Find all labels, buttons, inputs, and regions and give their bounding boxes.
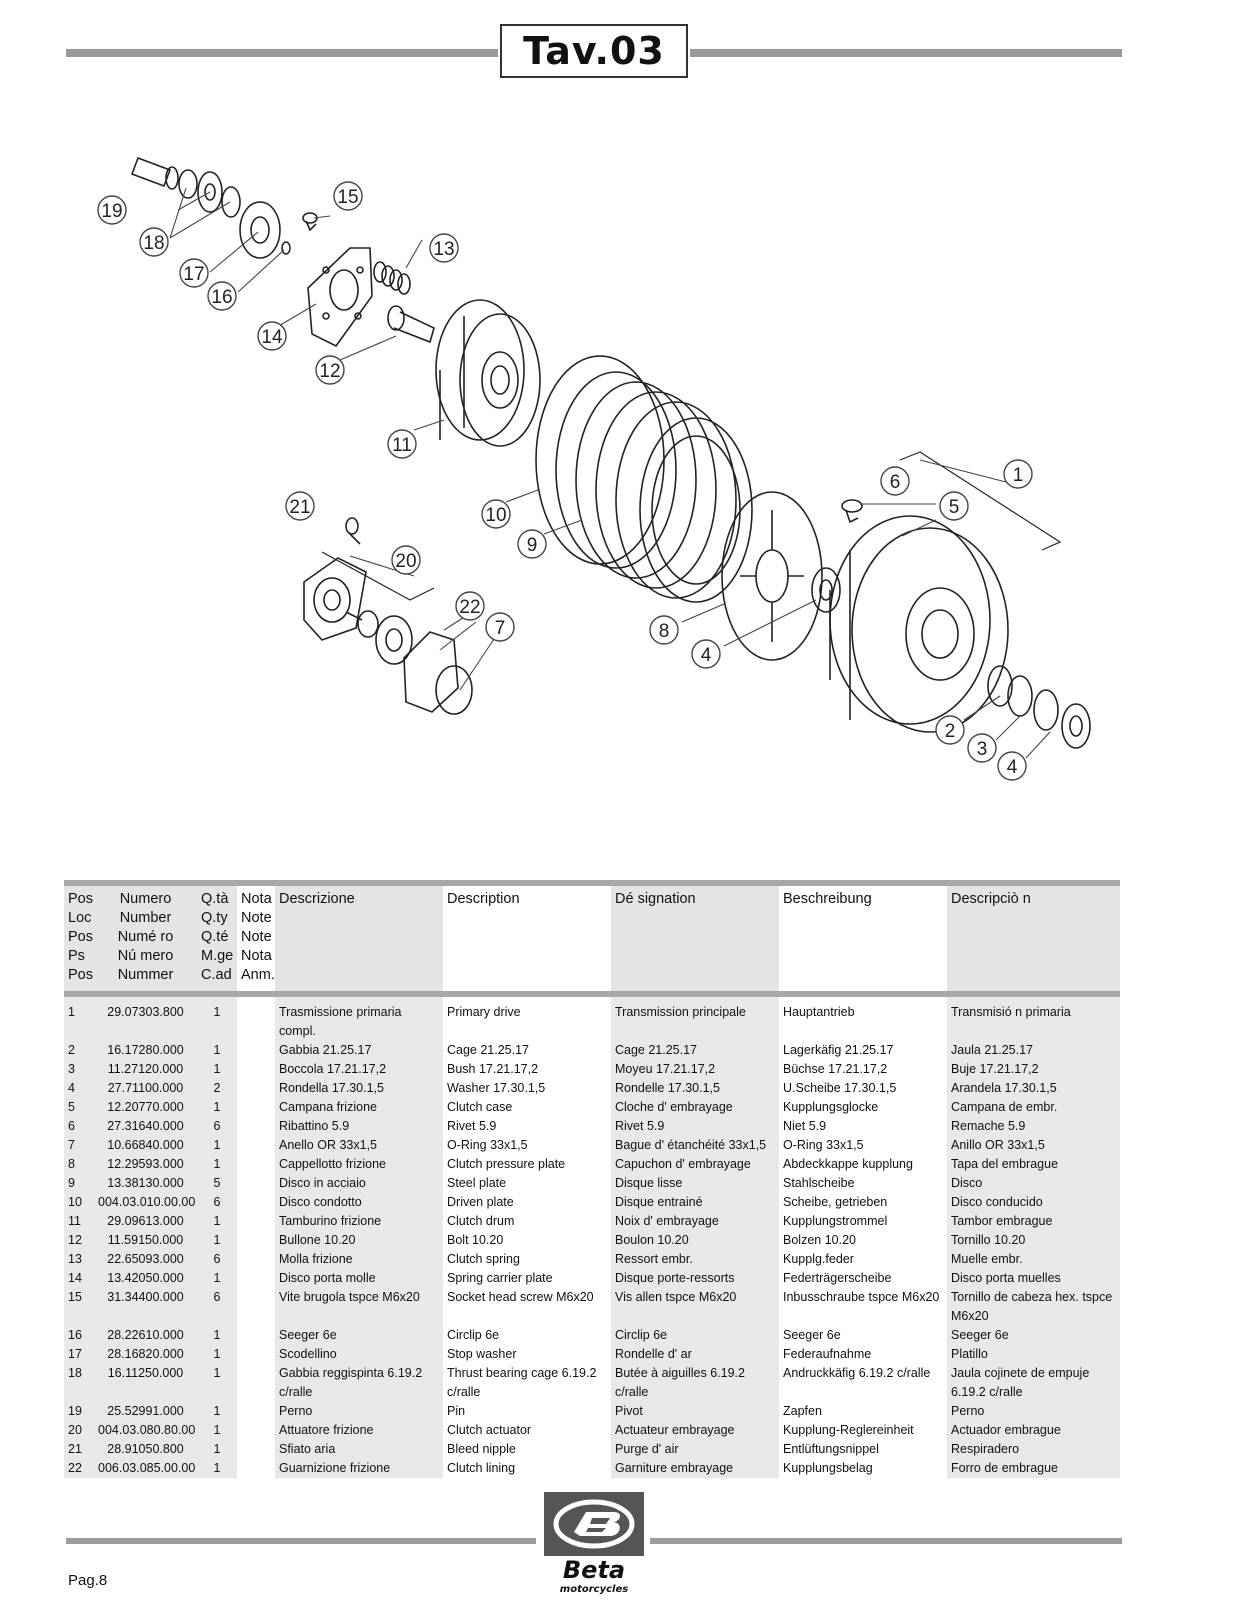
cell-descrizione: Vite brugola tspce M6x20 xyxy=(275,1288,443,1326)
cell-description: Clutch case xyxy=(443,1098,611,1117)
cell-pos: 14 xyxy=(64,1269,94,1288)
cell-designation: Noix d' embrayage xyxy=(611,1212,779,1231)
part-clutch-case-drawing xyxy=(830,516,1008,732)
cell-pos: 9 xyxy=(64,1174,94,1193)
cell-descrizione: Scodellino xyxy=(275,1345,443,1364)
cell-qty: 1 xyxy=(197,1136,237,1155)
logo-subtext: motorcycles xyxy=(559,1584,629,1595)
cell-qty: 1 xyxy=(197,1060,237,1079)
cell-descrizione: Bullone 10.20 xyxy=(275,1231,443,1250)
cell-description: Clutch drum xyxy=(443,1212,611,1231)
cell-qty: 1 xyxy=(197,1440,237,1459)
cell-pos: 4 xyxy=(64,1079,94,1098)
table-row xyxy=(64,1288,1120,1326)
col-header-numero: Numero Number Numé ro Nú mero Nummer xyxy=(94,886,197,994)
cell-pos: 6 xyxy=(64,1117,94,1136)
callout-13: 13 xyxy=(433,239,455,260)
cell-numero: 29.07303.800 xyxy=(94,994,197,1041)
cell-designation: Capuchon d' embrayage xyxy=(611,1155,779,1174)
table-row xyxy=(64,1136,1120,1155)
cell-description: Socket head screw M6x20 xyxy=(443,1288,611,1326)
part-clutch-drum-drawing xyxy=(436,300,540,446)
col-header-qty: Q.tà Q.ty Q.té M.ge C.ad xyxy=(197,886,237,994)
cell-nota xyxy=(237,1402,275,1421)
cell-description: Rivet 5.9 xyxy=(443,1117,611,1136)
cell-pos: 12 xyxy=(64,1231,94,1250)
cell-nota xyxy=(237,994,275,1041)
cell-designation: Cage 21.25.17 xyxy=(611,1041,779,1060)
cell-description: Driven plate xyxy=(443,1193,611,1212)
part-spring-drawing xyxy=(374,262,410,294)
cell-designation: Actuateur embrayage xyxy=(611,1421,779,1440)
cell-qty: 1 xyxy=(197,1269,237,1288)
cell-beschreibung: Federträgerscheibe xyxy=(779,1269,947,1288)
callout-10: 10 xyxy=(485,505,507,526)
cell-beschreibung: U.Scheibe 17.30.1,5 xyxy=(779,1079,947,1098)
cell-beschreibung: Andruckkäfig 6.19.2 c/ralle xyxy=(779,1364,947,1402)
cell-qty: 1 xyxy=(197,1231,237,1250)
cell-descripcion: Tornillo de cabeza hex. tspce M6x20 xyxy=(947,1288,1120,1326)
col-header-descrizione: Descrizione xyxy=(275,886,443,994)
cell-qty: 1 xyxy=(197,1459,237,1478)
cell-beschreibung: Federaufnahme xyxy=(779,1345,947,1364)
cell-descrizione: Trasmissione primaria compl. xyxy=(275,994,443,1041)
cell-designation: Rivet 5.9 xyxy=(611,1117,779,1136)
cell-descripcion: Transmisió n primaria xyxy=(947,994,1120,1041)
callout-16: 16 xyxy=(211,287,233,308)
cell-qty: 1 xyxy=(197,1098,237,1117)
cell-qty: 6 xyxy=(197,1250,237,1269)
cell-numero: 28.16820.000 xyxy=(94,1345,197,1364)
cell-nota xyxy=(237,1174,275,1193)
cell-descrizione: Seeger 6e xyxy=(275,1326,443,1345)
cell-qty: 1 xyxy=(197,1155,237,1174)
cell-descripcion: Platillo xyxy=(947,1345,1120,1364)
cell-designation: Circlip 6e xyxy=(611,1326,779,1345)
part-pin-drawing xyxy=(132,158,178,189)
cell-description: Clutch spring xyxy=(443,1250,611,1269)
cell-qty: 6 xyxy=(197,1117,237,1136)
cell-nota xyxy=(237,1060,275,1079)
table-row xyxy=(64,1079,1120,1098)
table-row xyxy=(64,1345,1120,1364)
cell-descripcion: Tambor embrague xyxy=(947,1212,1120,1231)
cell-descripcion: Disco porta muelles xyxy=(947,1269,1120,1288)
cell-beschreibung: Kupplg.feder xyxy=(779,1250,947,1269)
cell-descripcion: Actuador embrague xyxy=(947,1421,1120,1440)
callout-2: 2 xyxy=(944,721,956,742)
cell-description: Spring carrier plate xyxy=(443,1269,611,1288)
cell-descrizione: Disco condotto xyxy=(275,1193,443,1212)
cell-descripcion: Jaula 21.25.17 xyxy=(947,1041,1120,1060)
part-cage-bush-washer-drawing xyxy=(988,666,1090,748)
cell-nota xyxy=(237,1269,275,1288)
cell-pos: 2 xyxy=(64,1041,94,1060)
parts-table xyxy=(64,886,1120,1478)
part-washer-drawing xyxy=(812,568,840,612)
col-header-description: Description xyxy=(443,886,611,994)
cell-pos: 10 xyxy=(64,1193,94,1212)
table-row xyxy=(64,1212,1120,1231)
part-disc-pack-drawing xyxy=(536,356,752,602)
cell-descrizione: Attuatore frizione xyxy=(275,1421,443,1440)
cell-numero: 004.03.080.80.00 xyxy=(94,1421,197,1440)
cell-descripcion: Forro de embrague xyxy=(947,1459,1120,1478)
cell-descripcion: Jaula cojinete de empuje 6.19.2 c/ralle xyxy=(947,1364,1120,1402)
cell-description: Circlip 6e xyxy=(443,1326,611,1345)
cell-nota xyxy=(237,1079,275,1098)
callout-14: 14 xyxy=(261,327,283,348)
page-number: Pag.8 xyxy=(68,1572,108,1589)
cell-nota xyxy=(237,1345,275,1364)
cell-descripcion: Remache 5.9 xyxy=(947,1117,1120,1136)
exploded-parts-diagram xyxy=(60,120,1120,820)
cell-nota xyxy=(237,1098,275,1117)
callout-17: 17 xyxy=(183,264,205,285)
footer-rule-right xyxy=(650,1538,1122,1544)
cell-pos: 8 xyxy=(64,1155,94,1174)
cell-beschreibung: Büchse 17.21.17,2 xyxy=(779,1060,947,1079)
callout-19: 19 xyxy=(101,201,123,222)
table-row xyxy=(64,1402,1120,1421)
logo-text: Beta xyxy=(562,1556,626,1584)
cell-designation: Purge d' air xyxy=(611,1440,779,1459)
cell-pos: 1 xyxy=(64,994,94,1041)
cell-descripcion: Respiradero xyxy=(947,1440,1120,1459)
cell-designation: Bague d' étanchéité 33x1,5 xyxy=(611,1136,779,1155)
cell-pos: 11 xyxy=(64,1212,94,1231)
callout-5: 5 xyxy=(948,497,960,518)
cell-pos: 22 xyxy=(64,1459,94,1478)
callout-20: 20 xyxy=(395,551,417,572)
cell-beschreibung: Kupplungsbelag xyxy=(779,1459,947,1478)
cell-nota xyxy=(237,1193,275,1212)
cell-designation: Garniture embrayage xyxy=(611,1459,779,1478)
table-row xyxy=(64,1174,1120,1193)
callout-8: 8 xyxy=(658,621,670,642)
cell-qty: 1 xyxy=(197,1041,237,1060)
cell-numero: 31.34400.000 xyxy=(94,1288,197,1326)
cell-qty: 1 xyxy=(197,1345,237,1364)
cell-description: Bush 17.21.17,2 xyxy=(443,1060,611,1079)
cell-pos: 19 xyxy=(64,1402,94,1421)
cell-beschreibung: Abdeckkappe kupplung xyxy=(779,1155,947,1174)
cell-numero: 28.22610.000 xyxy=(94,1326,197,1345)
cell-numero: 12.20770.000 xyxy=(94,1098,197,1117)
cell-designation: Pivot xyxy=(611,1402,779,1421)
cell-designation: Boulon 10.20 xyxy=(611,1231,779,1250)
page-title: Tav.03 xyxy=(500,24,688,78)
cell-qty: 1 xyxy=(197,1421,237,1440)
cell-numero: 13.38130.000 xyxy=(94,1174,197,1193)
cell-beschreibung: Niet 5.9 xyxy=(779,1117,947,1136)
table-row xyxy=(64,1098,1120,1117)
cell-descrizione: Boccola 17.21.17,2 xyxy=(275,1060,443,1079)
footer-rule-left xyxy=(66,1538,536,1544)
cell-descripcion: Tapa del embrague xyxy=(947,1155,1120,1174)
cell-beschreibung: Entlüftungsnippel xyxy=(779,1440,947,1459)
callout-4-end: 4 xyxy=(1006,757,1018,778)
cell-designation: Cloche d' embrayage xyxy=(611,1098,779,1117)
callout-18: 18 xyxy=(143,233,165,254)
cell-descripcion: Muelle embr. xyxy=(947,1250,1120,1269)
cell-numero: 12.29593.000 xyxy=(94,1155,197,1174)
part-circlip-drawing xyxy=(282,242,290,254)
cell-pos: 20 xyxy=(64,1421,94,1440)
cell-descrizione: Gabbia 21.25.17 xyxy=(275,1041,443,1060)
cell-descrizione: Cappellotto frizione xyxy=(275,1155,443,1174)
cell-descrizione: Guarnizione frizione xyxy=(275,1459,443,1478)
table-row xyxy=(64,1117,1120,1136)
part-stop-washer-drawing xyxy=(240,202,280,258)
cell-pos: 18 xyxy=(64,1364,94,1402)
cell-descrizione: Gabbia reggispinta 6.19.2 c/ralle xyxy=(275,1364,443,1402)
cell-numero: 27.31640.000 xyxy=(94,1117,197,1136)
cell-descrizione: Campana frizione xyxy=(275,1098,443,1117)
cell-numero: 25.52991.000 xyxy=(94,1402,197,1421)
col-header-nota: Nota Note Note Nota Anm. xyxy=(237,886,275,994)
cell-numero: 28.91050.800 xyxy=(94,1440,197,1459)
cell-designation: Disque lisse xyxy=(611,1174,779,1193)
cell-nota xyxy=(237,1288,275,1326)
cell-qty: 1 xyxy=(197,1212,237,1231)
cell-beschreibung: Lagerkäfig 21.25.17 xyxy=(779,1041,947,1060)
table-row xyxy=(64,1269,1120,1288)
cell-descripcion: Tornillo 10.20 xyxy=(947,1231,1120,1250)
col-header-designation: Dé signation xyxy=(611,886,779,994)
cell-designation: Transmission principale xyxy=(611,994,779,1041)
callout-1: 1 xyxy=(1012,465,1024,486)
cell-nota xyxy=(237,1117,275,1136)
cell-description: Thrust bearing cage 6.19.2 c/ralle xyxy=(443,1364,611,1402)
cell-beschreibung: Zapfen xyxy=(779,1402,947,1421)
cell-qty: 6 xyxy=(197,1193,237,1212)
part-thrust-bearing-drawing xyxy=(179,170,240,217)
cell-nota xyxy=(237,1231,275,1250)
part-rivet-drawing xyxy=(842,500,862,522)
header-rule-left xyxy=(66,49,498,57)
cell-pos: 7 xyxy=(64,1136,94,1155)
table-row xyxy=(64,1060,1120,1079)
cell-pos: 16 xyxy=(64,1326,94,1345)
cell-beschreibung: Scheibe, getrieben xyxy=(779,1193,947,1212)
cell-numero: 27.71100.000 xyxy=(94,1079,197,1098)
callout-12: 12 xyxy=(319,361,341,382)
cell-numero: 16.17280.000 xyxy=(94,1041,197,1060)
cell-descrizione: Disco porta molle xyxy=(275,1269,443,1288)
col-header-descripcion: Descripciò n xyxy=(947,886,1120,994)
cell-descrizione: Disco in acciaio xyxy=(275,1174,443,1193)
cell-beschreibung: Kupplungstrommel xyxy=(779,1212,947,1231)
cell-designation: Disque porte-ressorts xyxy=(611,1269,779,1288)
callout-6: 6 xyxy=(889,472,901,493)
table-row xyxy=(64,1326,1120,1345)
callout-15: 15 xyxy=(337,187,359,208)
part-spring-plate-drawing xyxy=(308,248,372,346)
part-piston-drawing xyxy=(346,611,412,664)
cell-beschreibung: Hauptantrieb xyxy=(779,994,947,1041)
callout-7: 7 xyxy=(494,618,506,639)
table-row xyxy=(64,1250,1120,1269)
cell-qty: 1 xyxy=(197,1402,237,1421)
cell-nota xyxy=(237,1155,275,1174)
table-row xyxy=(64,1421,1120,1440)
cell-nota xyxy=(237,1326,275,1345)
table-row xyxy=(64,1155,1120,1174)
cell-numero: 29.09613.000 xyxy=(94,1212,197,1231)
part-pressure-plate-drawing xyxy=(722,492,822,660)
cell-description: Cage 21.25.17 xyxy=(443,1041,611,1060)
cell-numero: 22.65093.000 xyxy=(94,1250,197,1269)
cell-descripcion: Campana de embr. xyxy=(947,1098,1120,1117)
cell-pos: 5 xyxy=(64,1098,94,1117)
cell-descrizione: Sfiato aria xyxy=(275,1440,443,1459)
cell-qty: 1 xyxy=(197,1326,237,1345)
cell-pos: 3 xyxy=(64,1060,94,1079)
cell-nota xyxy=(237,1212,275,1231)
col-header-pos: Pos Loc Pos Ps Pos xyxy=(64,886,94,994)
table-row xyxy=(64,1041,1120,1060)
cell-designation: Butée à aiguilles 6.19.2 c/ralle xyxy=(611,1364,779,1402)
cell-beschreibung: Kupplung-Reglereinheit xyxy=(779,1421,947,1440)
cell-numero: 11.27120.000 xyxy=(94,1060,197,1079)
table-row xyxy=(64,1364,1120,1402)
cell-nota xyxy=(237,1440,275,1459)
cell-beschreibung: Bolzen 10.20 xyxy=(779,1231,947,1250)
cell-descrizione: Rondella 17.30.1,5 xyxy=(275,1079,443,1098)
cell-designation: Rondelle 17.30.1,5 xyxy=(611,1079,779,1098)
col-header-beschreibung: Beschreibung xyxy=(779,886,947,994)
cell-description: Washer 17.30.1,5 xyxy=(443,1079,611,1098)
cell-descrizione: Anello OR 33x1,5 xyxy=(275,1136,443,1155)
cell-numero: 004.03.010.00.00 xyxy=(94,1193,197,1212)
cell-pos: 21 xyxy=(64,1440,94,1459)
parts-table-body xyxy=(64,994,1120,1478)
cell-qty: 2 xyxy=(197,1079,237,1098)
cell-descripcion: Buje 17.21.17,2 xyxy=(947,1060,1120,1079)
cell-designation: Rondelle d' ar xyxy=(611,1345,779,1364)
cell-designation: Ressort embr. xyxy=(611,1250,779,1269)
callout-3: 3 xyxy=(976,739,988,760)
cell-description: Bolt 10.20 xyxy=(443,1231,611,1250)
cell-descrizione: Perno xyxy=(275,1402,443,1421)
cell-beschreibung: Inbusschraube tspce M6x20 xyxy=(779,1288,947,1326)
cell-nota xyxy=(237,1250,275,1269)
cell-designation: Vis allen tspce M6x20 xyxy=(611,1288,779,1326)
cell-numero: 13.42050.000 xyxy=(94,1269,197,1288)
cell-beschreibung: Seeger 6e xyxy=(779,1326,947,1345)
table-row xyxy=(64,1440,1120,1459)
part-lining-oring-drawing xyxy=(404,632,472,714)
cell-designation: Disque entrainé xyxy=(611,1193,779,1212)
cell-numero: 16.11250.000 xyxy=(94,1364,197,1402)
callout-21: 21 xyxy=(289,497,311,518)
cell-pos: 13 xyxy=(64,1250,94,1269)
cell-beschreibung: O-Ring 33x1,5 xyxy=(779,1136,947,1155)
beta-logo xyxy=(540,1492,648,1596)
table-row xyxy=(64,1193,1120,1212)
cell-description: Steel plate xyxy=(443,1174,611,1193)
cell-nota xyxy=(237,1421,275,1440)
table-header-row xyxy=(64,886,1120,994)
cell-nota xyxy=(237,1136,275,1155)
cell-nota xyxy=(237,1041,275,1060)
cell-nota xyxy=(237,1459,275,1478)
parts-table-container xyxy=(64,880,1120,1478)
cell-pos: 17 xyxy=(64,1345,94,1364)
callout-22: 22 xyxy=(459,597,481,618)
cell-qty: 6 xyxy=(197,1288,237,1326)
cell-qty: 1 xyxy=(197,1364,237,1402)
part-screw-drawing xyxy=(303,213,317,230)
table-row xyxy=(64,1459,1120,1478)
cell-descripcion: Arandela 17.30.1,5 xyxy=(947,1079,1120,1098)
cell-pos: 15 xyxy=(64,1288,94,1326)
callout-11: 11 xyxy=(392,435,412,456)
part-bleed-nipple-drawing xyxy=(346,518,360,544)
cell-description: Clutch actuator xyxy=(443,1421,611,1440)
cell-numero: 006.03.085.00.00 xyxy=(94,1459,197,1478)
cell-description: Clutch pressure plate xyxy=(443,1155,611,1174)
callout-9: 9 xyxy=(526,535,538,556)
cell-description: Bleed nipple xyxy=(443,1440,611,1459)
table-row xyxy=(64,994,1120,1041)
cell-descrizione: Tamburino frizione xyxy=(275,1212,443,1231)
cell-qty: 1 xyxy=(197,994,237,1041)
callout-4-middle: 4 xyxy=(700,645,712,666)
cell-descripcion: Anillo OR 33x1,5 xyxy=(947,1136,1120,1155)
cell-description: Clutch lining xyxy=(443,1459,611,1478)
cell-description: Stop washer xyxy=(443,1345,611,1364)
cell-nota xyxy=(237,1364,275,1402)
cell-descripcion: Seeger 6e xyxy=(947,1326,1120,1345)
cell-description: Pin xyxy=(443,1402,611,1421)
cell-beschreibung: Stahlscheibe xyxy=(779,1174,947,1193)
cell-descrizione: Molla frizione xyxy=(275,1250,443,1269)
cell-description: Primary drive xyxy=(443,994,611,1041)
cell-designation: Moyeu 17.21.17,2 xyxy=(611,1060,779,1079)
cell-numero: 11.59150.000 xyxy=(94,1231,197,1250)
cell-description: O-Ring 33x1,5 xyxy=(443,1136,611,1155)
cell-qty: 5 xyxy=(197,1174,237,1193)
cell-descrizione: Ribattino 5.9 xyxy=(275,1117,443,1136)
cell-descripcion: Disco conducido xyxy=(947,1193,1120,1212)
cell-numero: 10.66840.000 xyxy=(94,1136,197,1155)
cell-descripcion: Disco xyxy=(947,1174,1120,1193)
cell-beschreibung: Kupplungsglocke xyxy=(779,1098,947,1117)
cell-descripcion: Perno xyxy=(947,1402,1120,1421)
header-rule-right xyxy=(690,49,1122,57)
table-row xyxy=(64,1231,1120,1250)
